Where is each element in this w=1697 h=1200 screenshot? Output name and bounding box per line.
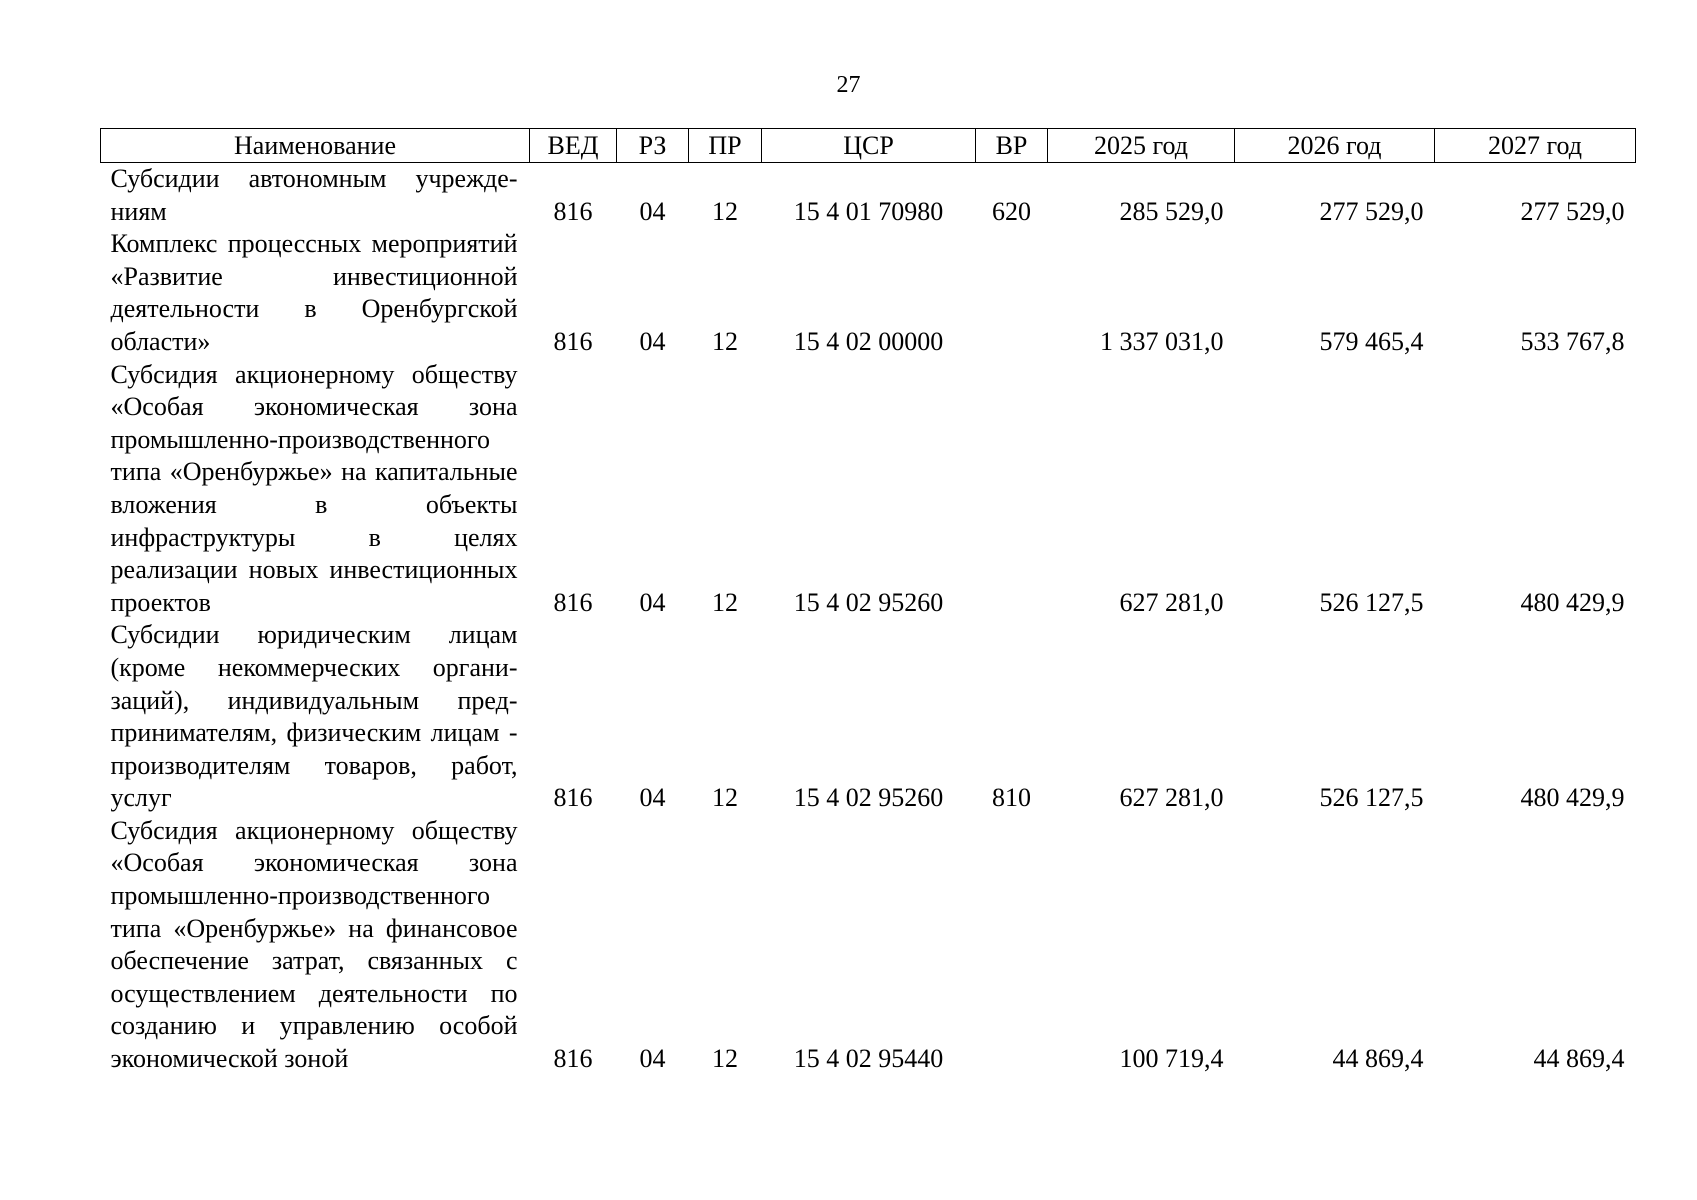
row-name: Субсидии автономным учреждениям <box>110 164 518 226</box>
row-csr: 15 4 01 70980 <box>793 196 944 226</box>
row-name: Комплекс процессных мероприятий «Развитие инвестиционной деятельности в Оренбургской области» <box>110 229 518 356</box>
row-2025: 627 281,0 <box>1119 783 1224 813</box>
table-row <box>101 163 1636 229</box>
row-name: Субсидия акционерному обществу «Особая экономическая зона промышленно-производственного типа «Оренбуржье» на финансовое обеспечение затрат, связанных с осуществлением деятельности по созданию и управлению особой экономической зоной <box>110 815 518 1074</box>
header-ved: ВЕД <box>530 129 617 163</box>
row-pr: 12 <box>712 326 738 356</box>
row-csr: 15 4 02 95260 <box>793 783 944 813</box>
table-row <box>101 619 1636 815</box>
table-row <box>101 228 1636 358</box>
row-2025: 1 337 031,0 <box>1100 326 1224 356</box>
table-row <box>101 815 1636 1076</box>
table-row <box>101 359 1636 620</box>
header-rz: РЗ <box>617 129 689 163</box>
row-2025: 100 719,4 <box>1119 1044 1224 1074</box>
row-2027: 480 429,9 <box>1520 587 1625 617</box>
header-name: Наименование <box>101 129 530 163</box>
header-vr: ВР <box>976 129 1048 163</box>
row-vr <box>976 359 1048 620</box>
row-rz: 04 <box>639 326 666 356</box>
header-2025: 2025 год <box>1048 129 1235 163</box>
row-pr: 12 <box>712 1044 738 1074</box>
row-2025: 627 281,0 <box>1119 587 1224 617</box>
row-2027: 277 529,0 <box>1520 196 1625 226</box>
row-vr <box>976 228 1048 358</box>
row-vr: 810 <box>992 783 1031 813</box>
row-vr: 620 <box>992 196 1031 226</box>
row-csr: 15 4 02 95440 <box>793 1044 944 1074</box>
budget-table <box>100 128 1636 1076</box>
row-2026: 579 465,4 <box>1319 326 1424 356</box>
row-2025: 285 529,0 <box>1119 196 1224 226</box>
row-vr <box>976 815 1048 1076</box>
row-pr: 12 <box>712 587 738 617</box>
page-number: 27 <box>836 72 861 98</box>
row-rz: 04 <box>639 783 666 813</box>
row-csr: 15 4 02 95260 <box>793 587 944 617</box>
row-2026: 526 127,5 <box>1319 783 1424 813</box>
row-csr: 15 4 02 00000 <box>793 326 944 356</box>
header-pr: ПР <box>689 129 762 163</box>
row-ved: 816 <box>553 783 593 813</box>
row-2026: 526 127,5 <box>1319 587 1424 617</box>
row-2027: 533 767,8 <box>1520 326 1625 356</box>
row-pr: 12 <box>712 196 738 226</box>
row-ved: 816 <box>553 1044 593 1074</box>
row-ved: 816 <box>553 196 593 226</box>
row-rz: 04 <box>639 196 666 226</box>
row-ved: 816 <box>553 326 593 356</box>
row-rz: 04 <box>639 1044 666 1074</box>
table-header-row <box>101 129 1636 163</box>
row-name: Субсидия акционерному обществу «Особая экономическая зона промышленно-производственного типа «Оренбуржье» на капитальные вложения в объекты инфраструктуры в целях реализации новых инвестиционных проектов <box>110 359 518 617</box>
header-2027: 2027 год <box>1435 129 1636 163</box>
row-2026: 277 529,0 <box>1319 196 1424 226</box>
header-csr: ЦСР <box>762 129 976 163</box>
row-name: Субсидии юридическим лицам (кроме некоммерческих организаций), индивидуальным предпринимателям, физическим лицам - производителям товаров, работ, услуг <box>110 620 518 813</box>
header-2026: 2026 год <box>1235 129 1435 163</box>
row-2027: 44 869,4 <box>1533 1044 1625 1074</box>
row-2027: 480 429,9 <box>1520 783 1625 813</box>
row-ved: 816 <box>553 587 593 617</box>
row-2026: 44 869,4 <box>1332 1044 1424 1074</box>
row-pr: 12 <box>712 783 738 813</box>
row-rz: 04 <box>639 587 666 617</box>
